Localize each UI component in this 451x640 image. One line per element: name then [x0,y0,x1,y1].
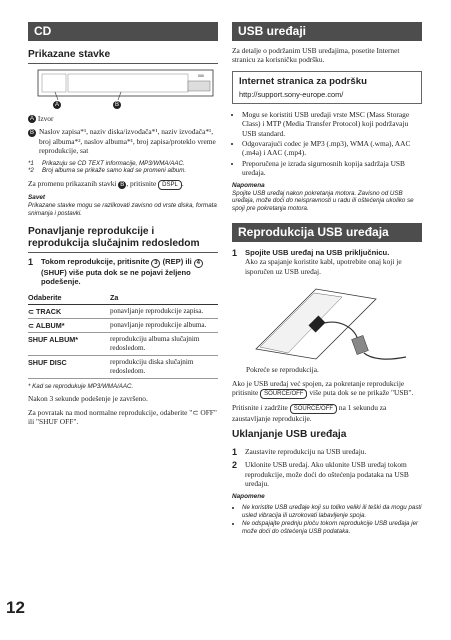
change-items-text: Za promenu prikazanih stavki B , pritisnite DSPL . [28,179,184,189]
heading-repeat-shuffle: Ponavljanje reprodukcije i reprodukcija slučajnim redosledom [28,226,218,253]
display-illustration [28,68,218,112]
right-column [232,22,422,540]
return-normal-text: Za povratak na mod normalne reprodukcije, odaberite "⊂ OFF" ili "SHUF OFF". [28,407,217,427]
key-3: 3 [151,259,160,268]
usb-bullets [232,110,422,178]
usb-intro: Za detalje o podržanim USB uređajima, posetite Internet stranicu za korisničku podršku. [232,46,400,65]
napomene-heading: Napomene [232,492,265,500]
item-a-line [28,114,218,123]
heading-displayed-items: Prikazane stavke [28,49,218,64]
item-b-line [28,127,218,155]
table-row: SHUF ALBUM* reprodukciju albuma slučajnim redosledom. [28,332,218,355]
list-item: • Odgovarajući codec je MP3 (.mp3), WMA (.wma), AAC (.m4a) i AAC (.mp4). [242,139,422,158]
napomene-list [232,504,422,536]
footnotes [28,160,218,176]
table-header-select: Odaberite [28,291,110,305]
callout-a: A [54,102,59,108]
remove-step-1: 1 Zaustavite reprodukciju na USB uređaju. [232,447,367,458]
footnote: *1 Prikazuju se CD TEXT informacije, MP3/WMA/AAC. [28,159,185,167]
support-box-title: Internet stranica za podršku [239,75,367,87]
usb-step-1: 1 Spojite USB uređaj na USB priključnicu. Ako za spajanje koristite kabl, upotrebite onaj koji je isporučen uz USB uređaj. [232,248,422,276]
table-header-for: Za [110,291,218,305]
after-3s-text: Nakon 3 sekunde podešenje je završeno. [28,394,148,404]
already-connected-text: Ako je USB uređaj već spojen, za pokretanje reprodukcije pritisnite SOURCE/OFF više puta dok se ne prikaže "USB". [232,378,414,398]
page-number: 12 [6,598,25,617]
footnote: *2 Broj albuma se prikaže samo kad se promeni album. [28,167,187,175]
table-row: SHUF DISC reprodukciju diska slučajnim redosledom. [28,355,218,378]
playback-starts-text: Pokreće se reprodukcija. [246,365,319,375]
list-item: • Mogu se koristiti USB uređaji vrste MSC (Mass Storage Class) i MTP (Media Transfer Protocol) koji podržavaju USB standard. [242,110,422,138]
section-bar-usb: USB uređaji [232,22,422,41]
savet-text: Prikazane stavke mogu se razlikovati zavisno od vrste diska, formata snimanja i postavki. [28,202,217,218]
callout-a-inline: A [29,116,34,123]
heading-remove-usb: Uklanjanje USB uređaja [232,429,347,441]
usb-step-1-text: Ako za spajanje koristite kabl, upotrebite onaj koji je isporučen uz USB uređaj. [245,257,402,276]
section-bar-usb-playback: Reprodukcija USB uređaja [232,223,422,242]
source-off-label-2: SOURCE/OFF [290,404,337,414]
hold-stop-text: Pritisnite i zadržite SOURCE/OFF na 1 sekundu za zaustavljanje reprodukcije. [232,403,387,424]
savet-heading: Savet [28,194,46,202]
left-column [28,22,218,431]
table-row: ⊂ ALBUM* ponavljanje reprodukcije albuma. [28,318,218,332]
repeat-step-1: 1 Tokom reprodukcije, pritisnite 3 (REP) ili 4 (SHUF) više puta dok se ne pojavi željeno podešenje. [28,257,218,287]
dspl-button-label: DSPL [158,180,182,190]
item-a-text: Izvor [37,114,54,123]
callout-b-ref: B [120,181,125,188]
table-row: ⊂ TRACK ponavljanje reprodukcije zapisa. [28,304,218,318]
display-segment-text: 888 [198,74,204,78]
callout-b-inline: B [29,129,34,136]
usb-illustration-graphic [246,279,416,363]
usb-illustration [246,279,422,363]
source-off-label: SOURCE/OFF [260,389,307,399]
list-item: • Ne koristite USB uređaje koji su toliko veliki ili teški da mogu pasti usled vibracija ili uzrokovati labavljenje spoja. [242,504,422,520]
support-box [232,71,422,104]
key-4: 4 [194,259,203,268]
callout-b: B [114,102,119,108]
support-url-link[interactable]: http://support.sony-europe.com/ [239,89,344,99]
usb-step-1-title: Spojite USB uređaj na USB priključnicu. [245,248,390,258]
repeat-table [28,291,218,379]
remove-step-2: 2 Uklonite USB uređaj. Ako uklonite USB uređaj tokom reprodukcije, može doći do oštećenja podataka na USB uređaju. [232,460,409,489]
section-bar-cd: CD [28,22,218,41]
napomena-heading: Napomena [232,181,265,189]
list-item: • Ne odspajajte prednju ploču tokom reprodukcije USB uređaja jer može doći do oštećenja USB podataka. [242,520,422,536]
table-note: * Kad se reprodukuje MP3/WMA/AAC. [28,382,134,390]
item-b-text: Naslov zapisa*¹, naziv diska/izvođača*¹, naziv izvođača*¹, broj albuma*², naslov albuma*¹, broj zapisa/proteklo vreme reprodukcije, sat [39,127,216,156]
list-item: • Preporučena je izrada sigurnosnih kopija sadržaja USB uređaja. [242,159,422,178]
napomena-text: Spojite USB uređaj nakon pokretanja motora. Zavisno od USB uređaja, može doći do neispravnosti u radu ili oštećenja ukoliko se spoji pre pokretanja motora. [232,189,414,213]
